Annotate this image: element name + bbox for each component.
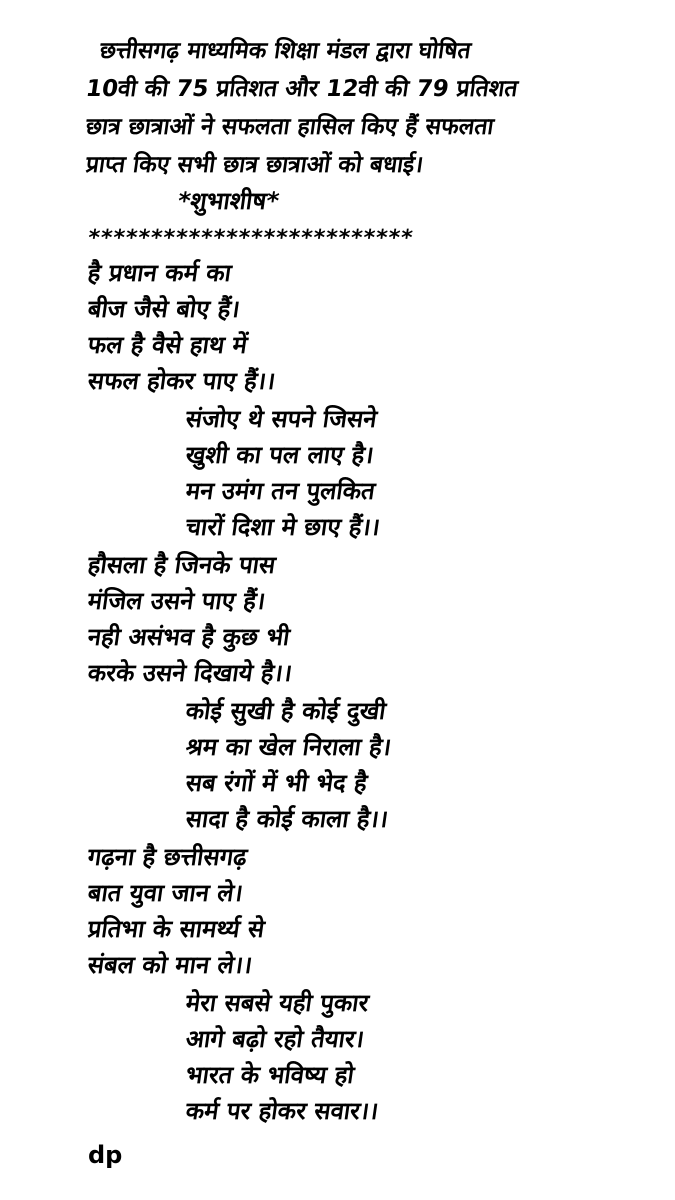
poem-line: आगे बढ़ो रहो तैयार। — [184, 1025, 367, 1053]
poem-line: प्रतिभा के सामर्थ्य से — [86, 915, 267, 943]
poem-line: हौसला है जिनके पास — [86, 551, 278, 579]
poem-line: करके उसने दिखाये है।। — [86, 659, 295, 687]
poem-line: मन उमंग तन पुलकित — [184, 477, 377, 505]
poem-line: सब रंगों में भी भेद है — [184, 769, 370, 797]
separator-stars: ************************** — [86, 226, 415, 251]
poem-line: है प्रधान कर्म का — [86, 259, 234, 287]
poem-line: सफल होकर पाए हैं।। — [86, 367, 278, 395]
poem-line: नही असंभव है कुछ भी — [86, 623, 292, 651]
poem-line: श्रम का खेल निराला है। — [184, 733, 394, 761]
poem-line: कर्म पर होकर सवार।। — [184, 1097, 381, 1125]
poem-line: गढ़ना है छत्तीसगढ़ — [86, 843, 249, 871]
announcement-line: 10वी की 75 प्रतिशत और 12वी की 79 प्रतिशत — [84, 76, 520, 102]
blessing-title: *शुभाशीष* — [176, 187, 281, 215]
author-signature: dp — [88, 1141, 123, 1169]
poem-line: फल है वैसे हाथ में — [86, 331, 250, 359]
announcement-line: छत्तीसगढ़ माध्यमिक शिक्षा मंडल द्वारा घोषित — [98, 38, 473, 64]
announcement-line: छात्र छात्राओं ने सफलता हासिल किए हैं सफलता — [84, 114, 496, 140]
poem-line: खुशी का पल लाए है। — [184, 441, 376, 469]
poem-line: भारत के भविष्य हो — [184, 1061, 356, 1089]
announcement-line: प्राप्त किए सभी छात्र छात्राओं को बधाई। — [84, 152, 426, 178]
poem-line: मेरा सबसे यही पुकार — [184, 989, 371, 1017]
poem-line: सादा है कोई काला है।। — [184, 805, 391, 833]
poem-line: संबल को मान ले।। — [86, 951, 255, 979]
poem-line: कोई सुखी है कोई दुखी — [184, 697, 388, 725]
poem-line: चारों दिशा मे छाए हैं।। — [184, 513, 382, 541]
poem-line: संजोए थे सपने जिसने — [184, 405, 379, 433]
poem-line: मंजिल उसने पाए हैं। — [86, 587, 268, 615]
poem-line: बात युवा जान ले। — [86, 879, 245, 907]
poem-line: बीज जैसे बोए हैं। — [86, 295, 242, 323]
